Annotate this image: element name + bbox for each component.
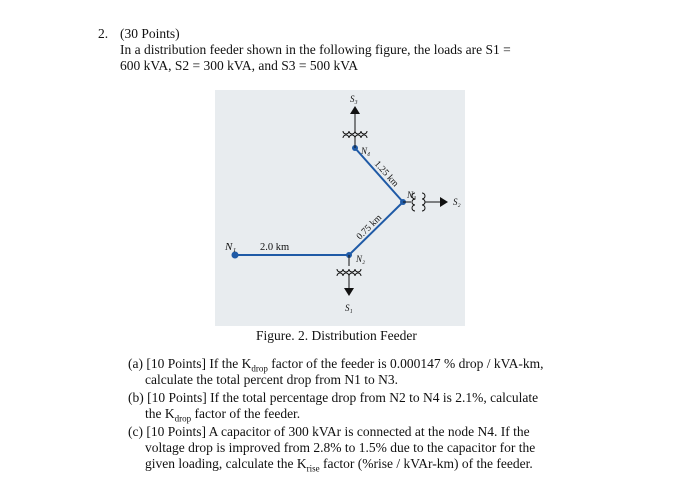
part-c-line1: (c) [10 Points] A capacitor of 300 kVAr is connected at the node N4. If the — [128, 424, 530, 439]
transformer-n4-icon — [343, 112, 367, 148]
part-c-line3: given loading, calculate the $K_{rise}$ factor (%rise / kVAr-km) of the feeder. — [145, 456, 533, 474]
part-b-line2: the $K_{drop}$ factor of the feeder. — [145, 406, 301, 424]
part-a-line1: (a) [10 Points] If the $K_{drop}$ factor of the feeder is 0.000147 % drop / kVA-km, — [128, 356, 544, 374]
problem-intro-line2: 600 kVA, S2 = 300 kVA, and S3 = 500 kVA — [120, 58, 359, 73]
problem-number: 2. — [98, 26, 109, 41]
label-s3: S₃ — [350, 94, 358, 104]
label-length-n2-n3: 0.75 km — [355, 213, 385, 243]
feeder-diagram — [215, 90, 465, 326]
load-arrow-s1-icon — [344, 288, 354, 296]
part-a-line2: calculate the total percent drop from N1 to N3. — [145, 372, 399, 387]
part-c-line2: voltage drop is improved from 2.8% to 1.5% due to the capacitor for the — [145, 440, 536, 455]
label-length-n3-n4: 1.25 km — [371, 159, 401, 190]
label-n1: N₁ — [225, 241, 237, 253]
part-b-line1: (b) [10 Points] If the total percentage drop from N2 to N4 is 2.1%, calculate — [128, 390, 539, 405]
label-length-n1-n2: 2.0 km — [260, 242, 290, 253]
load-arrow-s3-icon — [350, 106, 360, 114]
label-n3: N₃ — [407, 190, 417, 200]
line-n3-n4 — [355, 148, 403, 202]
label-n4: N₄ — [361, 146, 371, 156]
feeder-figure — [215, 90, 465, 326]
figure-caption: Figure. 2. Distribution Feeder — [256, 328, 417, 343]
label-s1: S₁ — [345, 303, 353, 313]
load-arrow-s2-icon — [440, 197, 448, 207]
label-n2: N₂ — [356, 254, 366, 264]
problem-intro-line1: In a distribution feeder shown in the following figure, the loads are S1 = — [120, 42, 511, 57]
line-n2-n3 — [349, 202, 403, 255]
problem-points: (30 Points) — [120, 26, 180, 41]
label-s2: S₂ — [453, 197, 461, 207]
